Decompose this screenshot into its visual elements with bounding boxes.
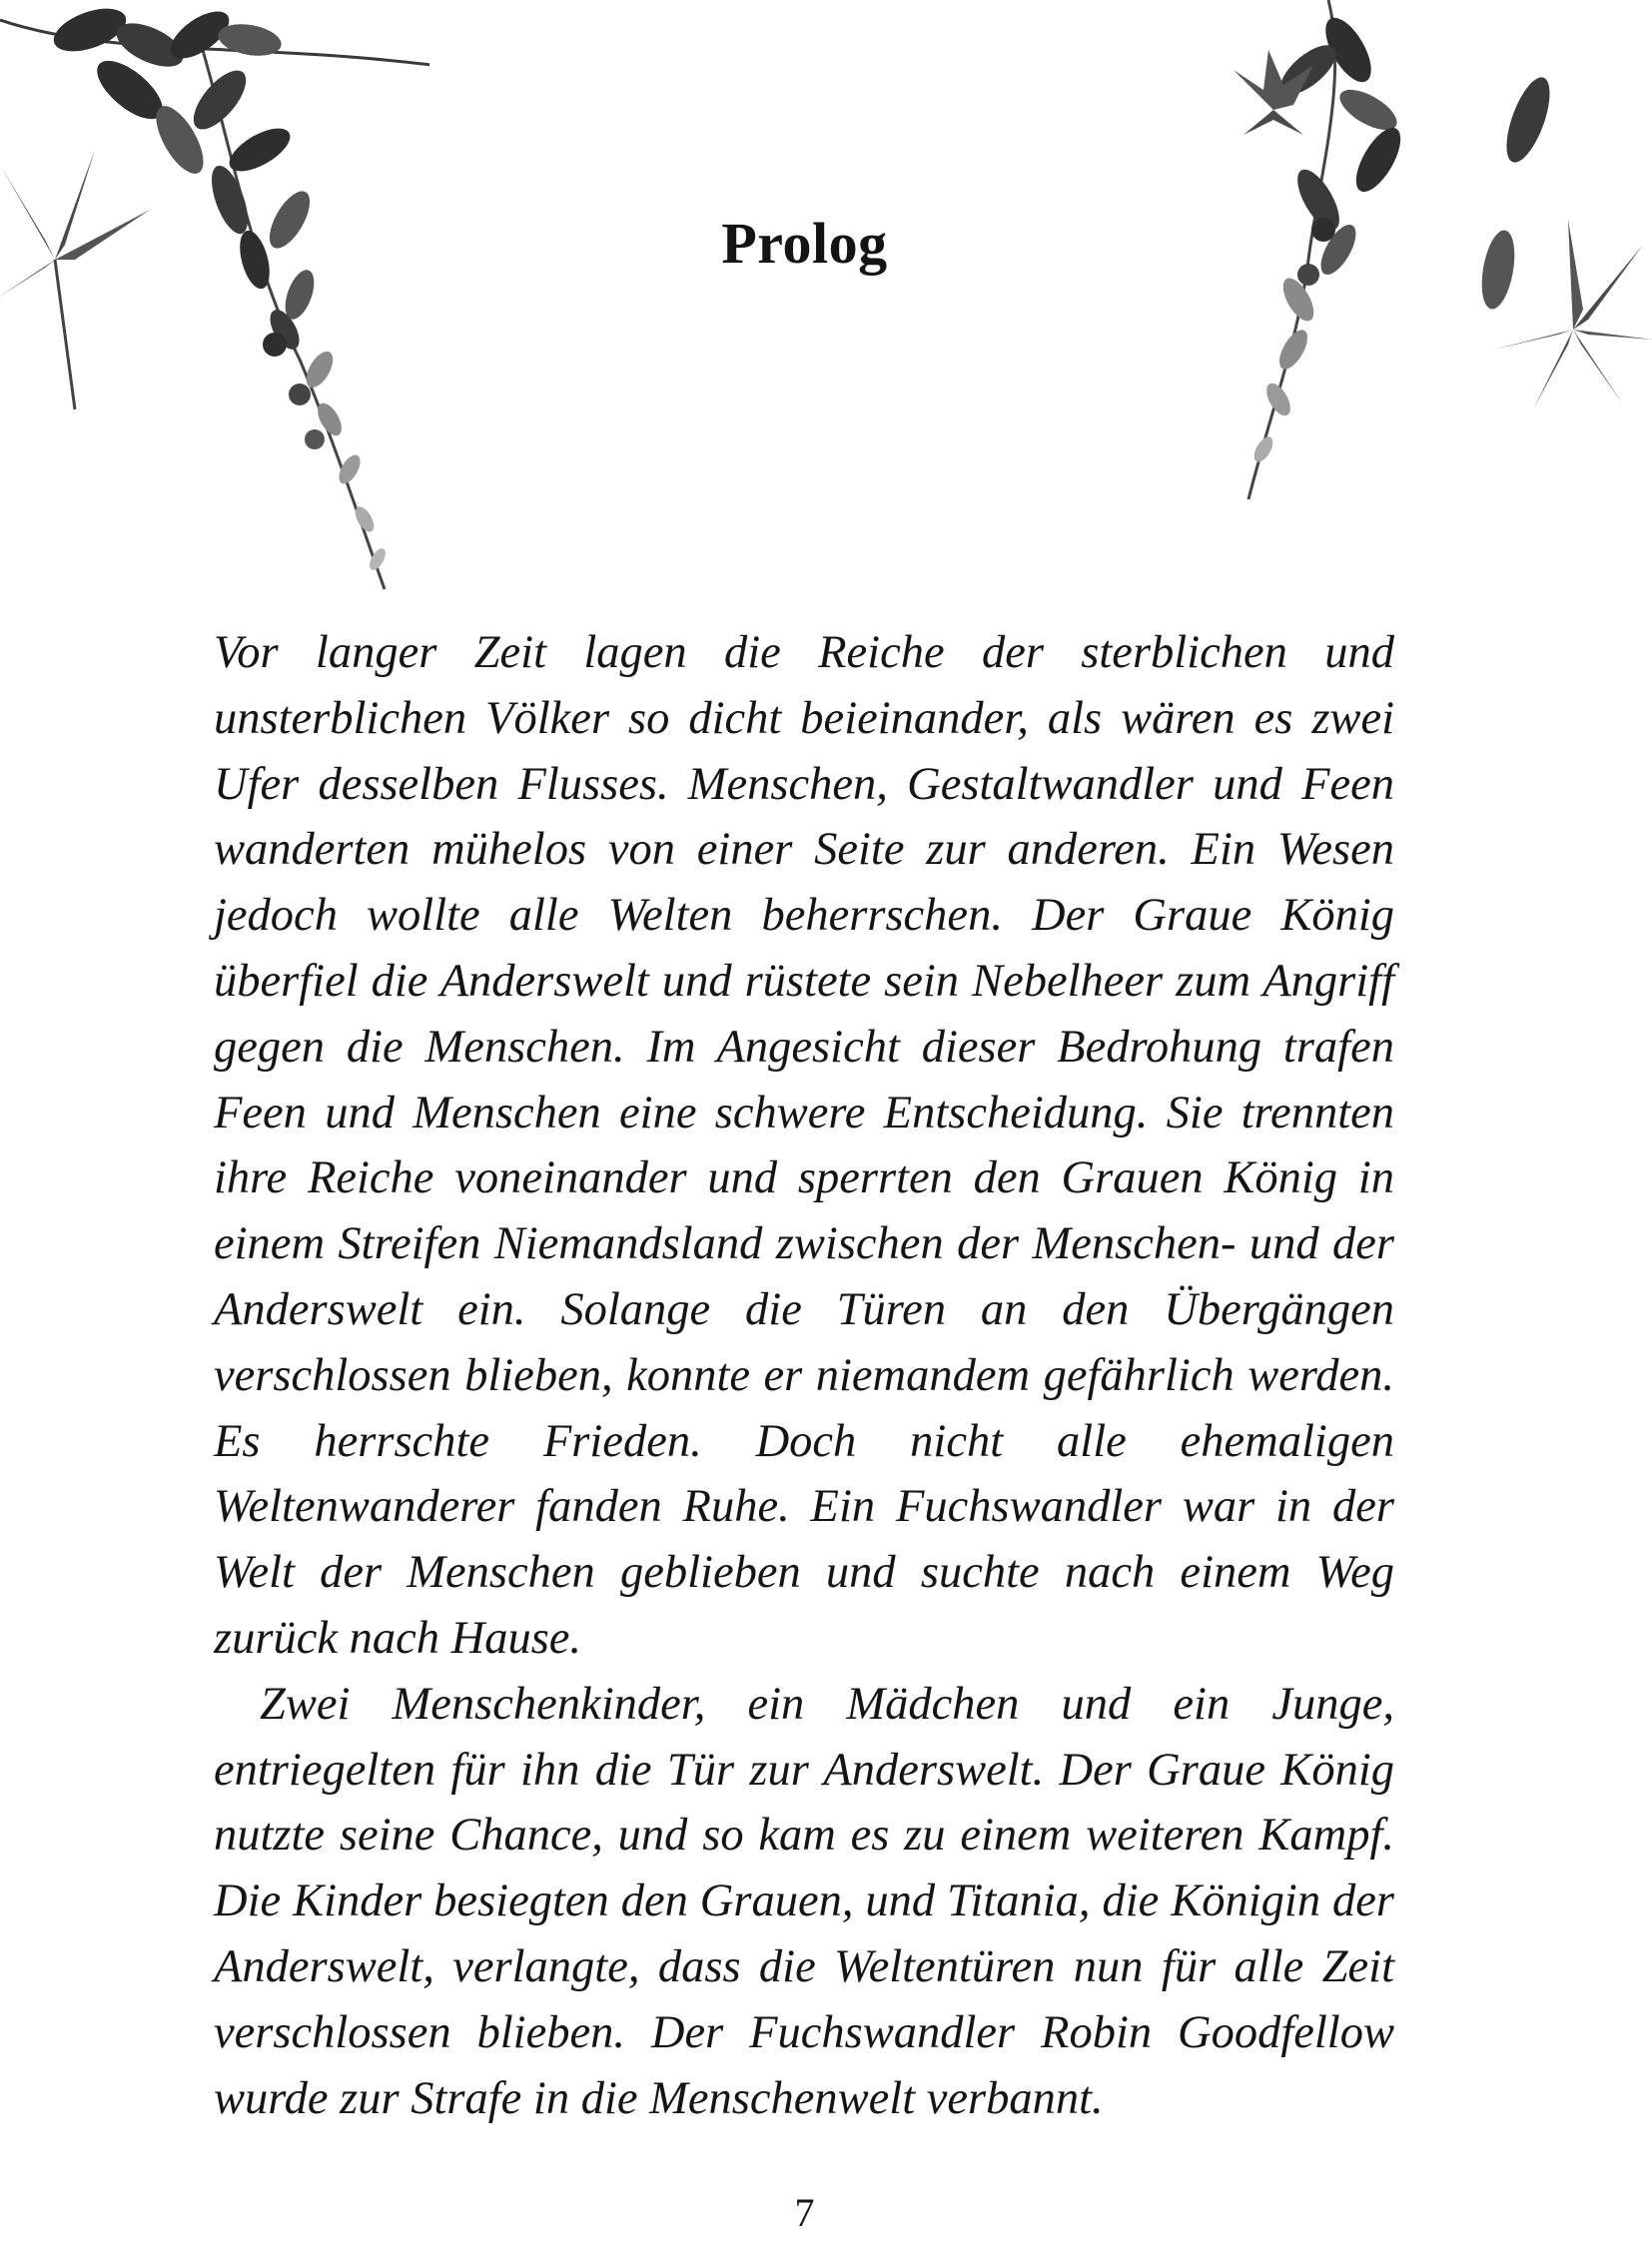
body-text	[214, 620, 1394, 2131]
paragraph: Zwei Menschenkinder, ein Mädchen und ein Junge, entriegelten für ihn die Tür zur Anderswelt. Der Graue König nutzte seine Chance, und so kam es zu einem weiteren Kampf. Die Kinder besiegten den Grauen, und Titania, die Königin der Anderswelt, verlangte, dass die Weltentüren nun für alle Zeit verschlossen blieben. Der Fuchswandler Robin Goodfellow wurde zur Strafe in die Menschenwelt verbannt.	[214, 1678, 1394, 2124]
paragraph: Vor langer Zeit lagen die Reiche der sterblichen und unsterblichen Völker so dicht beieinander, als wären es zwei Ufer desselben Flusses. Menschen, Gestaltwandler und Feen wanderten mühelos von einer Seite zur anderen. Ein Wesen jedoch wollte alle Welten beherrschen. Der Graue König überfiel die Anderswelt und rüstete sein Nebelheer zum Angriff gegen die Menschen. Im Angesicht dieser Bedrohung trafen Feen und Menschen eine schwere Entscheidung. Sie trennten ihre Reiche voneinander und sperrten den Grauen König in einem Streifen Niemandsland zwischen der Menschen- und der Anderswelt ein. Solange die Türen an den Übergängen verschlossen blieben, konnte er niemandem gefährlich werden. Es herrschte Frieden. Doch nicht alle ehemaligen Weltenwanderer fanden Ruhe. Ein Fuchswandler war in der Welt der Menschen geblieben und suchte nach einem Weg zurück nach Hause.	[214, 627, 1394, 1664]
page-number: 7	[794, 2190, 815, 2235]
chapter-title: Prolog	[721, 211, 888, 276]
hanging-leaves-icon	[0, 0, 429, 599]
